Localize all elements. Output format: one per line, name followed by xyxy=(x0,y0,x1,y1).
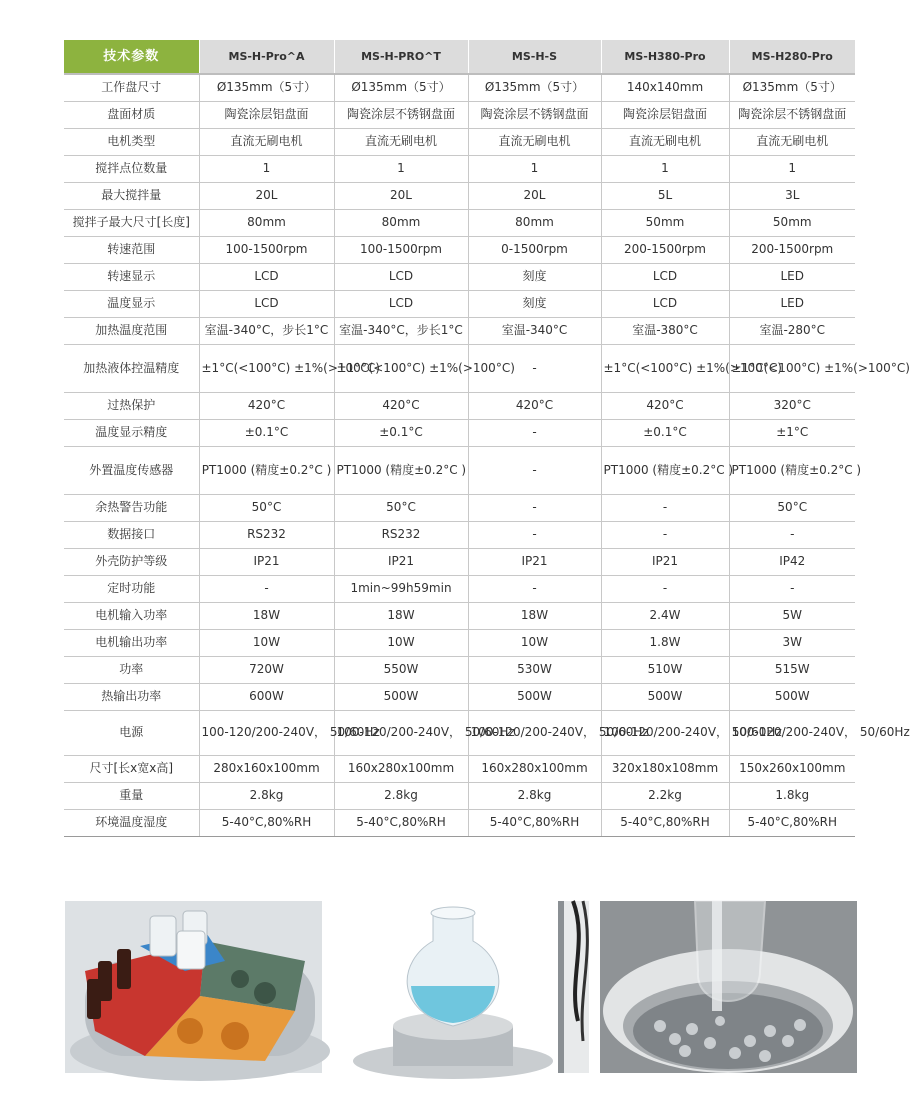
table-cell: - xyxy=(601,494,729,521)
row-label: 搅拌点位数量 xyxy=(64,155,199,182)
table-row xyxy=(64,392,855,419)
table-cell: IP21 xyxy=(334,548,468,575)
table-cell: 直流无刷电机 xyxy=(729,128,855,155)
table-cell: 280x160x100mm xyxy=(199,755,334,782)
table-cell: Ø135mm（5寸） xyxy=(334,74,468,101)
table-cell: 18W xyxy=(199,602,334,629)
table-cell: 室温-340°C，步长1°C xyxy=(199,317,334,344)
table-cell: 80mm xyxy=(468,209,601,236)
table-cell: 100-120/200-240V， 50/60Hz xyxy=(468,710,601,755)
table-cell: - xyxy=(601,521,729,548)
table-row xyxy=(64,344,855,392)
table-cell: 直流无刷电机 xyxy=(601,128,729,155)
table-cell: 550W xyxy=(334,656,468,683)
table-cell: 陶瓷涂层不锈钢盘面 xyxy=(729,101,855,128)
table-cell: IP21 xyxy=(199,548,334,575)
table-row xyxy=(64,263,855,290)
table-cell: 500W xyxy=(334,683,468,710)
table-row xyxy=(64,155,855,182)
table-row xyxy=(64,575,855,602)
table-cell: 刻度 xyxy=(468,290,601,317)
table-cell: 200-1500rpm xyxy=(601,236,729,263)
row-label: 最大搅拌量 xyxy=(64,182,199,209)
table-cell: 50°C xyxy=(334,494,468,521)
table-cell: 直流无刷电机 xyxy=(468,128,601,155)
table-cell: 320x180x108mm xyxy=(601,755,729,782)
table-cell: 150x260x100mm xyxy=(729,755,855,782)
table-cell: 1 xyxy=(199,155,334,182)
row-label: 转速显示 xyxy=(64,263,199,290)
row-label: 工作盘尺寸 xyxy=(64,74,199,101)
row-label: 温度显示 xyxy=(64,290,199,317)
table-cell: 室温-340°C xyxy=(468,317,601,344)
table-cell: ±0.1°C xyxy=(334,419,468,446)
table-row xyxy=(64,74,855,101)
row-label: 数据接口 xyxy=(64,521,199,548)
table-cell: LCD xyxy=(601,290,729,317)
table-cell: 80mm xyxy=(199,209,334,236)
model-header: MS-H-S xyxy=(468,40,601,74)
table-cell: 80mm xyxy=(334,209,468,236)
row-label: 余热警告功能 xyxy=(64,494,199,521)
table-cell: 500W xyxy=(468,683,601,710)
table-cell: 5-40°C,80%RH xyxy=(729,809,855,836)
table-cell: 500W xyxy=(601,683,729,710)
table-cell: - xyxy=(468,494,601,521)
table-cell: 100-1500rpm xyxy=(199,236,334,263)
row-label: 热输出功率 xyxy=(64,683,199,710)
table-cell: 室温-340°C，步长1°C xyxy=(334,317,468,344)
table-cell: RS232 xyxy=(199,521,334,548)
table-cell: 50mm xyxy=(729,209,855,236)
row-label: 盘面材质 xyxy=(64,101,199,128)
row-label: 重量 xyxy=(64,782,199,809)
product-photo-flask-stirrer xyxy=(333,901,589,1073)
table-cell: 1min~99h59min xyxy=(334,575,468,602)
product-photo-bead-bath xyxy=(600,901,857,1073)
table-cell: LCD xyxy=(334,263,468,290)
row-label: 定时功能 xyxy=(64,575,199,602)
row-label: 外置温度传感器 xyxy=(64,446,199,494)
table-cell: LCD xyxy=(199,290,334,317)
table-cell: 20L xyxy=(199,182,334,209)
table-cell: - xyxy=(468,446,601,494)
table-cell: 18W xyxy=(334,602,468,629)
table-cell: 18W xyxy=(468,602,601,629)
table-cell: 1 xyxy=(729,155,855,182)
table-cell: PT1000 (精度±0.2°C ) xyxy=(729,446,855,494)
table-cell: 2.8kg xyxy=(199,782,334,809)
table-cell: 1.8W xyxy=(601,629,729,656)
row-label: 环境温度湿度 xyxy=(64,809,199,836)
table-cell: - xyxy=(468,521,601,548)
row-label: 加热液体控温精度 xyxy=(64,344,199,392)
table-cell: ±1°C(<100°C) ±1%(>100°C) xyxy=(334,344,468,392)
table-cell: RS232 xyxy=(334,521,468,548)
table-cell: 100-120/200-240V， 50/60Hz xyxy=(601,710,729,755)
table-cell: - xyxy=(468,344,601,392)
table-cell: 50°C xyxy=(729,494,855,521)
table-cell: 140x140mm xyxy=(601,74,729,101)
row-label: 搅拌子最大尺寸[长度] xyxy=(64,209,199,236)
table-cell: 5L xyxy=(601,182,729,209)
table-cell: LCD xyxy=(334,290,468,317)
table-cell: 0-1500rpm xyxy=(468,236,601,263)
table-cell: - xyxy=(468,575,601,602)
table-cell: 50°C xyxy=(199,494,334,521)
table-cell: 420°C xyxy=(334,392,468,419)
table-cell: 50mm xyxy=(601,209,729,236)
table-cell: - xyxy=(601,575,729,602)
table-cell: 20L xyxy=(468,182,601,209)
table-cell: 陶瓷涂层不锈钢盘面 xyxy=(468,101,601,128)
table-row xyxy=(64,128,855,155)
table-row xyxy=(64,602,855,629)
table-cell: - xyxy=(729,521,855,548)
heating-block-illustration xyxy=(65,901,322,1073)
row-label: 尺寸[长x宽x高] xyxy=(64,755,199,782)
table-row xyxy=(64,548,855,575)
table-cell: Ø135mm（5寸） xyxy=(199,74,334,101)
table-row xyxy=(64,710,855,755)
table-row xyxy=(64,419,855,446)
table-cell: 515W xyxy=(729,656,855,683)
bead-bath-illustration xyxy=(600,901,857,1073)
table-cell: 510W xyxy=(601,656,729,683)
table-header-row xyxy=(64,40,855,74)
table-cell: ±1°C(<100°C) ±1%(>100°C) xyxy=(601,344,729,392)
table-cell: 2.8kg xyxy=(468,782,601,809)
table-cell: 室温-380°C xyxy=(601,317,729,344)
table-cell: PT1000 (精度±0.2°C ) xyxy=(334,446,468,494)
spec-table xyxy=(64,40,910,837)
table-row xyxy=(64,755,855,782)
table-cell: IP42 xyxy=(729,548,855,575)
row-label: 电源 xyxy=(64,710,199,755)
row-label: 电机类型 xyxy=(64,128,199,155)
table-row xyxy=(64,182,855,209)
table-row xyxy=(64,290,855,317)
table-cell: 刻度 xyxy=(468,263,601,290)
row-label: 温度显示精度 xyxy=(64,419,199,446)
table-cell: 200-1500rpm xyxy=(729,236,855,263)
table-cell: 320°C xyxy=(729,392,855,419)
model-header: MS-H280-Pro xyxy=(729,40,855,74)
header-label: 技术参数 xyxy=(64,40,199,74)
model-header: MS-H-Pro^A xyxy=(199,40,334,74)
table-cell: 100-1500rpm xyxy=(334,236,468,263)
model-header: MS-H-PRO^T xyxy=(334,40,468,74)
table-cell: ±1°C(<100°C) ±1%(>100°C) xyxy=(199,344,334,392)
table-cell: 160x280x100mm xyxy=(468,755,601,782)
table-cell: 530W xyxy=(468,656,601,683)
table-row xyxy=(64,683,855,710)
table-row xyxy=(64,521,855,548)
spec-table-body xyxy=(64,74,910,836)
row-label: 加热温度范围 xyxy=(64,317,199,344)
table-cell: 420°C xyxy=(601,392,729,419)
table-cell: 直流无刷电机 xyxy=(334,128,468,155)
table-cell: 420°C xyxy=(199,392,334,419)
table-cell: 100-120/200-240V， 50/60Hz xyxy=(199,710,334,755)
table-cell: 5-40°C,80%RH xyxy=(199,809,334,836)
table-cell: 500W xyxy=(729,683,855,710)
table-cell: 陶瓷涂层铝盘面 xyxy=(199,101,334,128)
table-row xyxy=(64,101,855,128)
row-label: 转速范围 xyxy=(64,236,199,263)
table-cell: 600W xyxy=(199,683,334,710)
table-cell: 3L xyxy=(729,182,855,209)
model-header: MS-H380-Pro xyxy=(601,40,729,74)
table-cell: LCD xyxy=(601,263,729,290)
table-cell: 10W xyxy=(334,629,468,656)
table-cell: 100-120/200-240V， 50/60Hz xyxy=(729,710,855,755)
table-cell: LCD xyxy=(199,263,334,290)
table-cell: 2.2kg xyxy=(601,782,729,809)
table-cell: 3W xyxy=(729,629,855,656)
table-cell: 1 xyxy=(601,155,729,182)
table-cell: PT1000 (精度±0.2°C ) xyxy=(601,446,729,494)
table-cell: 室温-280°C xyxy=(729,317,855,344)
table-cell: Ø135mm（5寸） xyxy=(468,74,601,101)
table-cell: 720W xyxy=(199,656,334,683)
table-cell: ±1°C(<100°C) ±1%(>100°C) xyxy=(729,344,855,392)
table-cell: 5-40°C,80%RH xyxy=(334,809,468,836)
table-cell: IP21 xyxy=(601,548,729,575)
table-cell: 10W xyxy=(199,629,334,656)
table-cell: 100-120/200-240V， 50/60Hz xyxy=(334,710,468,755)
row-label: 功率 xyxy=(64,656,199,683)
table-cell: ±0.1°C xyxy=(601,419,729,446)
row-label: 外壳防护等级 xyxy=(64,548,199,575)
table-row xyxy=(64,317,855,344)
table-cell: - xyxy=(729,575,855,602)
table-cell: 10W xyxy=(468,629,601,656)
table-row xyxy=(64,446,855,494)
table-cell: 1 xyxy=(334,155,468,182)
table-cell: 1.8kg xyxy=(729,782,855,809)
row-label: 电机输入功率 xyxy=(64,602,199,629)
table-cell: 5-40°C,80%RH xyxy=(601,809,729,836)
table-cell: 1 xyxy=(468,155,601,182)
table-cell: 陶瓷涂层不锈钢盘面 xyxy=(334,101,468,128)
table-cell: LED xyxy=(729,290,855,317)
table-cell: 2.4W xyxy=(601,602,729,629)
table-cell: 160x280x100mm xyxy=(334,755,468,782)
table-cell: 5W xyxy=(729,602,855,629)
table-cell: PT1000 (精度±0.2°C ) xyxy=(199,446,334,494)
table-row xyxy=(64,209,855,236)
table-cell: 直流无刷电机 xyxy=(199,128,334,155)
table-cell: 2.8kg xyxy=(334,782,468,809)
table-cell: - xyxy=(199,575,334,602)
table-cell: 20L xyxy=(334,182,468,209)
table-cell: LED xyxy=(729,263,855,290)
row-label: 过热保护 xyxy=(64,392,199,419)
table-cell: Ø135mm（5寸） xyxy=(729,74,855,101)
table-row xyxy=(64,809,855,836)
table-row xyxy=(64,236,855,263)
product-photo-heating-block xyxy=(65,901,322,1073)
table-row xyxy=(64,494,855,521)
table-cell: - xyxy=(468,419,601,446)
table-cell: IP21 xyxy=(468,548,601,575)
table-cell: 陶瓷涂层铝盘面 xyxy=(601,101,729,128)
table-cell: ±0.1°C xyxy=(199,419,334,446)
table-row xyxy=(64,656,855,683)
row-label: 电机输出功率 xyxy=(64,629,199,656)
flask-stirrer-illustration xyxy=(333,901,589,1073)
table-cell: 420°C xyxy=(468,392,601,419)
table-row xyxy=(64,629,855,656)
table-cell: ±1°C xyxy=(729,419,855,446)
table-row xyxy=(64,782,855,809)
table-cell: 5-40°C,80%RH xyxy=(468,809,601,836)
